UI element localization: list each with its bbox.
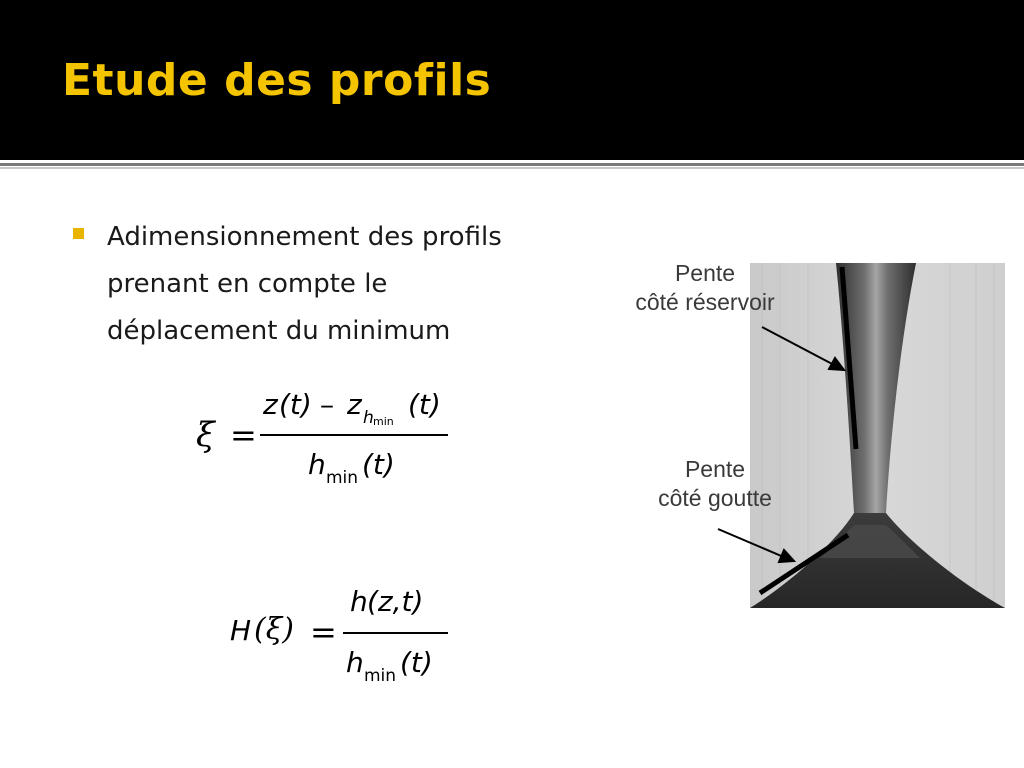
bullet-line-2: prenant en compte le [107,269,388,299]
xi-symbol: ξ [196,415,215,455]
label-bottom-line1: Pente [684,456,746,482]
den-min: min [364,666,397,686]
fraction-bar [343,632,448,634]
title-divider-light [0,167,1024,169]
label-bottom-line2: côté goutte [658,485,772,511]
num-args: (z,t) [367,585,424,618]
H-argument: (ξ) [254,612,294,647]
num-sub-h: h [363,408,374,428]
num-h: h [350,585,368,618]
num-t2: (t) [408,388,441,421]
num-t1: (t) [279,388,312,421]
equation-xi [190,380,460,490]
title-bar [0,0,1024,160]
den-h: h [308,448,326,481]
num-z2: z [347,388,362,421]
fraction-bar [260,434,448,436]
num-minus: – [320,388,334,421]
annotation-arrows [600,245,1024,625]
label-top-line1: Pente [674,260,736,286]
bullet-line-1: Adimensionnement des profils [107,222,502,252]
den-t: (t) [362,448,395,481]
den-min: min [326,468,359,488]
slide-title: Etude des profils [62,55,492,106]
H-symbol: H [230,614,252,647]
title-divider [0,163,1024,166]
bullet-marker [73,228,84,239]
den-h: h [346,646,364,679]
equals-sign: = [310,613,337,651]
equals-sign: = [230,416,257,454]
bridge-figure [600,245,1024,625]
bullet-text [107,214,617,355]
bullet-line-3: déplacement du minimum [107,316,451,346]
equation-H [228,580,458,695]
label-top-line2: côté réservoir [635,289,775,315]
num-z: z [263,388,278,421]
num-sub-min: min [373,415,394,428]
den-t: (t) [400,646,433,679]
